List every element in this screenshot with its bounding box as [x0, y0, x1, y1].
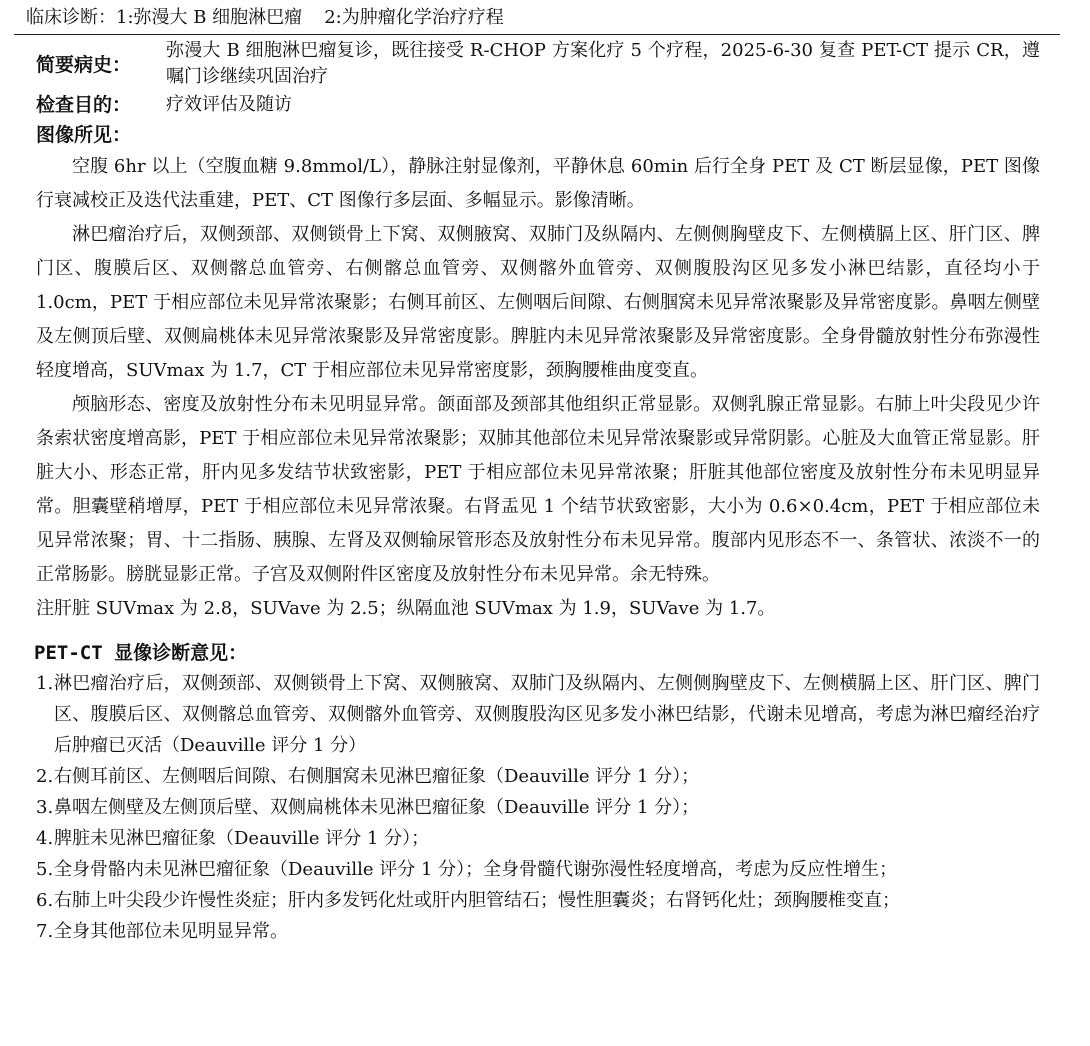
conclusion-item-number: 6. — [36, 890, 54, 911]
conclusion-item-7 — [36, 916, 1040, 947]
conclusion-list — [36, 668, 1040, 947]
conclusion-item-number: 5. — [36, 859, 54, 880]
findings-paragraph-3: 颅脑形态、密度及放射性分布未见明显异常。颌面部及颈部其他组织正常显影。双侧乳腺正常显影。右肺上叶尖段见少许条索状密度增高影，PET 于相应部位未见异常浓聚影；双肺其他部位未见异常浓聚影或异常阴影。心脏及大血管正常显影。肝脏大小、形态正常，肝内见多发结节状致密影，PET 于相应部位未见异常浓聚；肝脏其他部位密度及放射性分布未见明显异常。胆囊壁稍增厚，PET 于相应部位未见异常浓聚。右肾盂见 1 个结节状致密影，大小为 0.6×0.4cm，PET 于相应部位未见异常浓聚；胃、十二指肠、胰腺、左肾及双侧输尿管形态及放射性分布未见异常。腹部内见形态不一、条管状、浓淡不一的正常肠影。膀胱显影正常。子宫及双侧附件区密度及放射性分布未见异常。余无特殊。 — [36, 394, 1040, 585]
findings-suv-note: 注肝脏 SUVmax 为 2.8，SUVave 为 2.5；纵隔血池 SUVmax 为 1.9，SUVave 为 1.7。 — [36, 598, 776, 619]
conclusion-item-text: 全身骨骼内未见淋巴瘤征象（Deauville 评分 1 分）；全身骨髓代谢弥漫性轻度增高，考虑为反应性增生； — [54, 859, 898, 880]
conclusion-item-text: 右侧耳前区、左侧咽后间隙、右侧腘窝未见淋巴瘤征象（Deauville 评分 1 分）； — [54, 766, 700, 787]
conclusion-item-3 — [36, 792, 1040, 823]
conclusion-item-4 — [36, 823, 1040, 854]
conclusion-item-number: 4. — [36, 828, 54, 849]
conclusion-item-number: 1. — [36, 673, 54, 694]
conclusion-item-5 — [36, 854, 1040, 885]
conclusion-item-text: 淋巴瘤治疗后，双侧颈部、双侧锁骨上下窝、双侧腋窝、双肺门及纵隔内、左侧侧胸壁皮下、左侧横膈上区、肝门区、脾门区、腹膜后区、双侧髂总血管旁、双侧髂外血管旁、双侧腹股沟区见多发小淋巴结影，代谢未见增高，考虑为淋巴瘤经治疗后肿瘤已灭活（Deauville 评分 1 分） — [54, 673, 1040, 756]
findings-paragraph-1: 空腹 6hr 以上（空腹血糖 9.8mmol/L），静脉注射显像剂，平静休息 60min 后行全身 PET 及 CT 断层显像，PET 图像行衰减校正及迭代法重建，PET、CT 图像行多层面、多幅显示。影像清晰。 — [36, 156, 1040, 211]
conclusion-item-number: 2. — [36, 766, 54, 787]
clinical-diagnosis-1: 1:弥漫大 B 细胞淋巴瘤 — [116, 7, 303, 28]
conclusion-item-1 — [36, 668, 1040, 761]
header-divider — [14, 34, 1060, 35]
conclusion-item-number: 3. — [36, 797, 54, 818]
conclusion-item-text: 鼻咽左侧壁及左侧顶后壁、双侧扁桃体未见淋巴瘤征象（Deauville 评分 1 分）； — [54, 797, 700, 818]
history-field — [36, 38, 1040, 90]
conclusion-item-number: 7. — [36, 921, 54, 942]
conclusion-item-6 — [36, 885, 1040, 916]
conclusion-item-text: 右肺上叶尖段少许慢性炎症；肝内多发钙化灶或肝内胆管结石；慢性胆囊炎；右肾钙化灶；颈胸腰椎变直； — [54, 890, 900, 911]
report-body — [36, 38, 1040, 947]
clinical-diagnosis-label: 临床诊断： — [26, 7, 116, 28]
conclusion-item-2 — [36, 761, 1040, 792]
history-text: 弥漫大 B 细胞淋巴瘤复诊，既往接受 R-CHOP 方案化疗 5 个疗程，2025-6-30 复查 PET-CT 提示 CR，遵嘱门诊继续巩固治疗 — [166, 40, 1040, 87]
purpose-label: 检查目的： — [36, 94, 132, 116]
findings-title: 图像所见： — [36, 124, 132, 146]
conclusion-item-text: 脾脏未见淋巴瘤征象（Deauville 评分 1 分）； — [54, 828, 430, 849]
conclusion-title: PET-CT 显像诊断意见： — [34, 642, 248, 664]
purpose-text: 疗效评估及随访 — [166, 94, 292, 115]
purpose-field — [36, 90, 1040, 120]
clinical-diagnosis-2: 2:为肿瘤化学治疗疗程 — [324, 7, 504, 28]
history-label: 简要病史： — [36, 54, 132, 76]
conclusion-item-text: 全身其他部位未见明显异常。 — [54, 921, 288, 942]
clinical-diagnosis — [26, 6, 1066, 30]
findings-paragraph-2: 淋巴瘤治疗后，双侧颈部、双侧锁骨上下窝、双侧腋窝、双肺门及纵隔内、左侧侧胸壁皮下、左侧横膈上区、肝门区、脾门区、腹膜后区、双侧髂总血管旁、右侧髂总血管旁、双侧髂外血管旁、双侧腹股沟区见多发小淋巴结影，直径均小于 1.0cm，PET 于相应部位未见异常浓聚影；右侧耳前区、左侧咽后间隙、右侧腘窝未见异常浓聚影及异常密度影。鼻咽左侧壁及左侧顶后壁、双侧扁桃体未见异常浓聚影及异常密度影。脾脏内未见异常浓聚影及异常密度影。全身骨髓放射性分布弥漫性轻度增高，SUVmax 为 1.7，CT 于相应部位未见异常密度影，颈胸腰椎曲度变直。 — [36, 224, 1040, 381]
